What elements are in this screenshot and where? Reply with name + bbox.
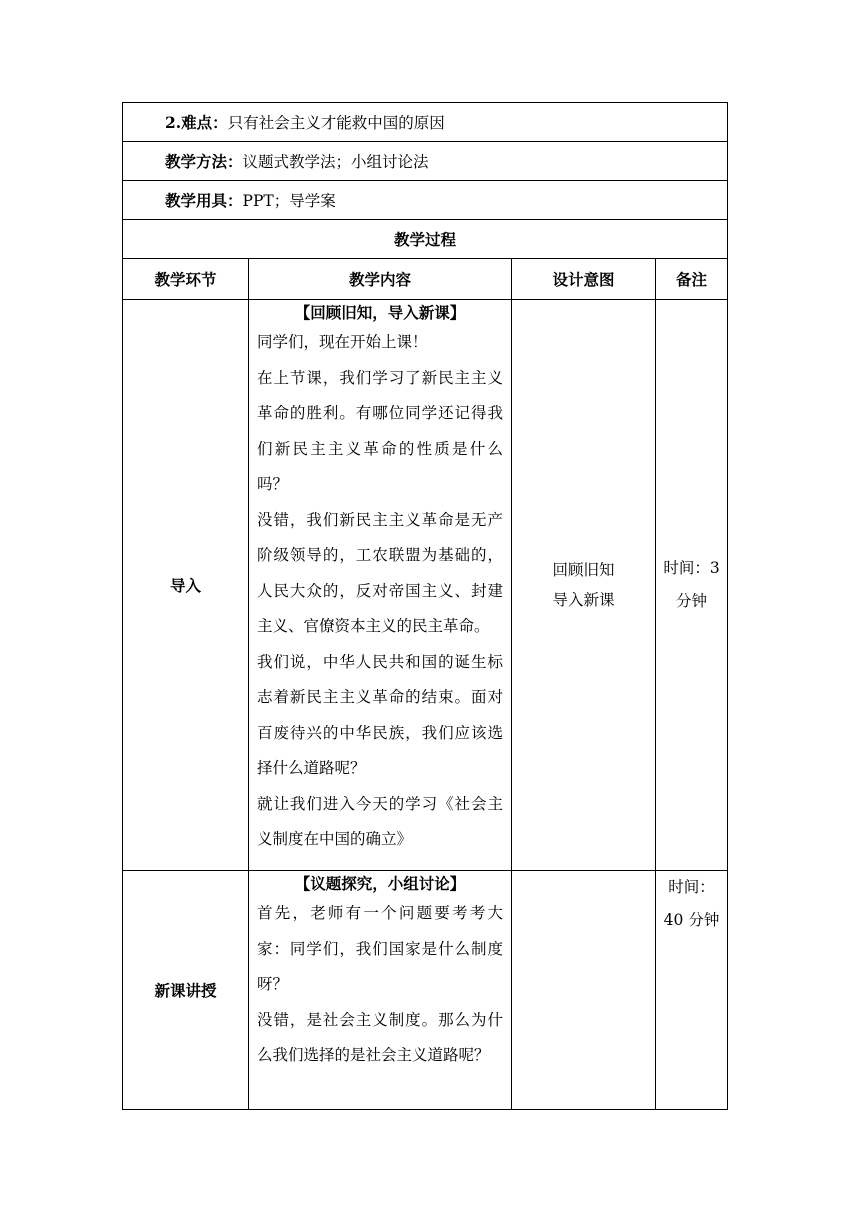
col-header-note: 备注	[656, 259, 728, 300]
intent-cell	[512, 300, 656, 871]
difficulty-row	[123, 103, 728, 142]
content-paragraph: 没错，是社会主义制度。那么为什么我们选择的是社会主义道路呢？	[257, 1010, 503, 1064]
content-paragraph: 我们说，中华人民共和国的诞生标志着新民主主义革命的结束。面对百废待兴的中华民族，我们应该选择什么道路呢？	[257, 652, 503, 777]
content-cell	[249, 871, 512, 1110]
difficulty-label: 2.难点：	[165, 113, 228, 132]
note-cell	[656, 871, 728, 1110]
method-label: 教学方法：	[165, 152, 243, 171]
note-line: 时间：3	[663, 559, 720, 577]
difficulty-text: 只有社会主义才能救中国的原因	[227, 114, 445, 132]
intent-line: 导入新课	[552, 591, 615, 609]
intent-line: 回顾旧知	[552, 561, 615, 579]
tools-text: PPT；导学案	[242, 192, 336, 210]
col-header-content: 教学内容	[249, 259, 512, 300]
note-line: 分钟	[676, 592, 708, 610]
note-line: 40 分钟	[663, 911, 720, 929]
tools-label: 教学用具：	[165, 191, 243, 210]
note-cell	[656, 300, 728, 871]
content-paragraph: 首先，老师有一个问题要考考大家：同学们，我们国家是什么制度呀？	[257, 904, 503, 993]
method-row	[123, 142, 728, 181]
lesson-plan-table	[122, 102, 728, 1110]
note-line: 时间：	[668, 878, 715, 896]
column-header-row	[123, 259, 728, 300]
table-row	[123, 300, 728, 871]
section-title: 【议题探究，小组讨论】	[294, 874, 466, 893]
tools-row	[123, 181, 728, 220]
content-paragraph: 在上节课，我们学习了新民主主义革命的胜利。有哪位同学还记得我们新民主主义革命的性质是什么吗？	[257, 368, 503, 493]
col-header-intent: 设计意图	[512, 259, 656, 300]
content-paragraph: 没错，我们新民主主义革命是无产阶级领导的，工农联盟为基础的，人民大众的，反对帝国主义、封建主义、官僚资本主义的民主革命。	[257, 510, 503, 635]
stage-cell: 导入	[123, 300, 249, 871]
content-paragraph: 就让我们进入今天的学习《社会主义制度在中国的确立》	[257, 794, 503, 848]
intent-cell	[512, 871, 656, 1110]
content-paragraph: 同学们，现在开始上课！	[257, 333, 428, 351]
process-title-row	[123, 220, 728, 259]
content-cell	[249, 300, 512, 871]
section-title: 【回顾旧知，导入新课】	[294, 303, 466, 322]
col-header-stage: 教学环节	[123, 259, 249, 300]
method-text: 议题式教学法；小组讨论法	[242, 153, 429, 171]
table-row	[123, 871, 728, 1110]
process-title: 教学过程	[123, 220, 728, 259]
stage-cell: 新课讲授	[123, 871, 249, 1110]
